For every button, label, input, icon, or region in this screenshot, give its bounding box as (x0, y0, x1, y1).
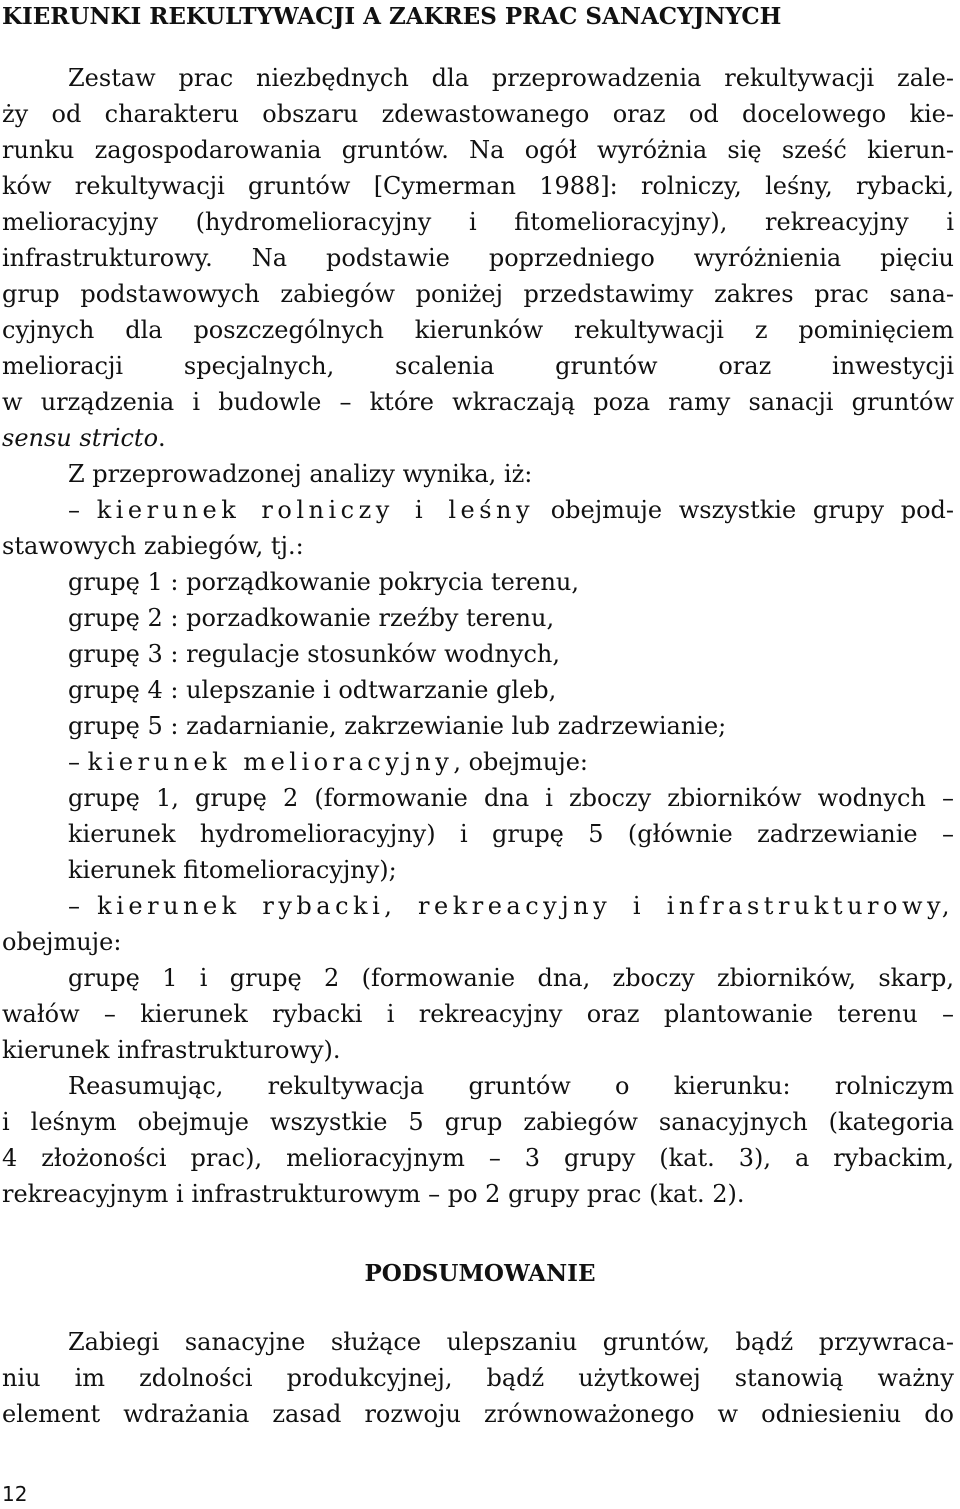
paragraph-line: infrastrukturowy. Na podstawie poprzedniego wyróżnienia pięciu (2, 244, 954, 272)
paragraph-line: ży od charakteru obszaru zdewastowanego oraz od docelowego kie- (2, 100, 954, 128)
paragraph-line (2, 421, 954, 455)
paragraph-line: cyjnych dla poszczególnych kierunków rekultywacji z pominięciem (2, 316, 954, 344)
paragraph-line: obejmuje: (2, 928, 122, 956)
paragraph-line: kierunek hydromelioracyjny) i grupę 5 (głównie zadrzewianie – (68, 820, 954, 848)
paragraph-line: melioracyjny (hydromelioracyjny i fitomelioracyjny), rekreacyjny i (2, 208, 954, 236)
latin-term: sensu stricto (2, 424, 159, 452)
dash: – (68, 496, 80, 524)
dash: – (68, 748, 80, 776)
direction-label: kierunek melioracyjny (87, 748, 454, 776)
paragraph-line: Zabiegi sanacyjne służące ulepszaniu gruntów, bądź przywraca- (68, 1328, 954, 1356)
analysis-intro: Z przeprowadzonej analizy wynika, iż: (68, 460, 533, 488)
paragraph-line: stawowych zabiegów, tj.: (2, 532, 304, 560)
paragraph-line: niu im zdolności produkcyjnej, bądź użytkowej stanowią ważny (2, 1364, 954, 1392)
direction-label: kierunek rolniczy i leśny (96, 496, 535, 524)
paragraph-line: Reasumując, rekultywacja gruntów o kierunku: rolniczym (68, 1072, 954, 1100)
paragraph-line: ków rekultywacji gruntów [Cymerman 1988]: rolniczy, leśny, rybacki, (2, 172, 954, 200)
list-item: grupę 1 : porządkowanie pokrycia terenu, (68, 568, 580, 596)
paragraph-line: runku zagospodarowania gruntów. Na ogół wyróżnia się sześć kierun- (2, 136, 954, 164)
paragraph-line: kierunek fitomelioracyjny); (68, 856, 397, 884)
direction-rybacki-rekreacyjny (68, 889, 954, 923)
dash: – (68, 892, 80, 920)
sentence-end: . (158, 424, 166, 452)
direction-text: obejmuje wszystkie grupy pod- (550, 496, 955, 524)
paragraph-line: Zestaw prac niezbędnych dla przeprowadzenia rekultywacji zale- (68, 64, 954, 92)
paragraph-line: w urządzenia i budowle – które wkraczają poza ramy sanacji gruntów (2, 388, 954, 416)
paragraph-line: 4 złożoności prac), melioracyjnym – 3 grupy (kat. 3), a rybackim, (2, 1144, 954, 1172)
list-item: grupę 2 : porzadkowanie rzeźby terenu, (68, 604, 555, 632)
paragraph-line: grup podstawowych zabiegów poniżej przedstawimy zakres prac sana- (2, 280, 954, 308)
direction-text: , obejmuje: (453, 748, 588, 776)
direction-label: kierunek rybacki, rekreacyjny i infrastrukturowy, (97, 892, 954, 920)
page-number: 12 (2, 1482, 28, 1506)
list-item: grupę 3 : regulacje stosunków wodnych, (68, 640, 560, 668)
paragraph-line: element wdrażania zasad rozwoju zrównoważonego w odniesieniu do (2, 1400, 954, 1428)
summary-heading: PODSUMOWANIE (364, 1260, 596, 1287)
paragraph-line: grupę 1, grupę 2 (formowanie dna i zboczy zbiorników wodnych – (68, 784, 954, 812)
direction-rolniczy-lesny (68, 493, 954, 527)
section-heading: KIERUNKI REKULTYWACJI A ZAKRES PRAC SANACYJNYCH (2, 3, 782, 30)
paragraph-line: rekreacyjnym i infrastrukturowym – po 2 grupy prac (kat. 2). (2, 1180, 745, 1208)
paragraph-line: i leśnym obejmuje wszystkie 5 grup zabiegów sanacyjnych (kategoria (2, 1108, 954, 1136)
list-item: grupę 4 : ulepszanie i odtwarzanie gleb, (68, 676, 557, 704)
paragraph-line: grupę 1 i grupę 2 (formowanie dna, zboczy zbiorników, skarp, (68, 964, 954, 992)
paragraph-line: melioracji specjalnych, scalenia gruntów oraz inwestycji (2, 352, 954, 380)
direction-melioracyjny (68, 745, 954, 779)
list-item: grupę 5 : zadarnianie, zakrzewianie lub zadrzewianie; (68, 712, 727, 740)
paragraph-line: kierunek infrastrukturowy). (2, 1036, 341, 1064)
paragraph-line: wałów – kierunek rybacki i rekreacyjny oraz plantowanie terenu – (2, 1000, 954, 1028)
